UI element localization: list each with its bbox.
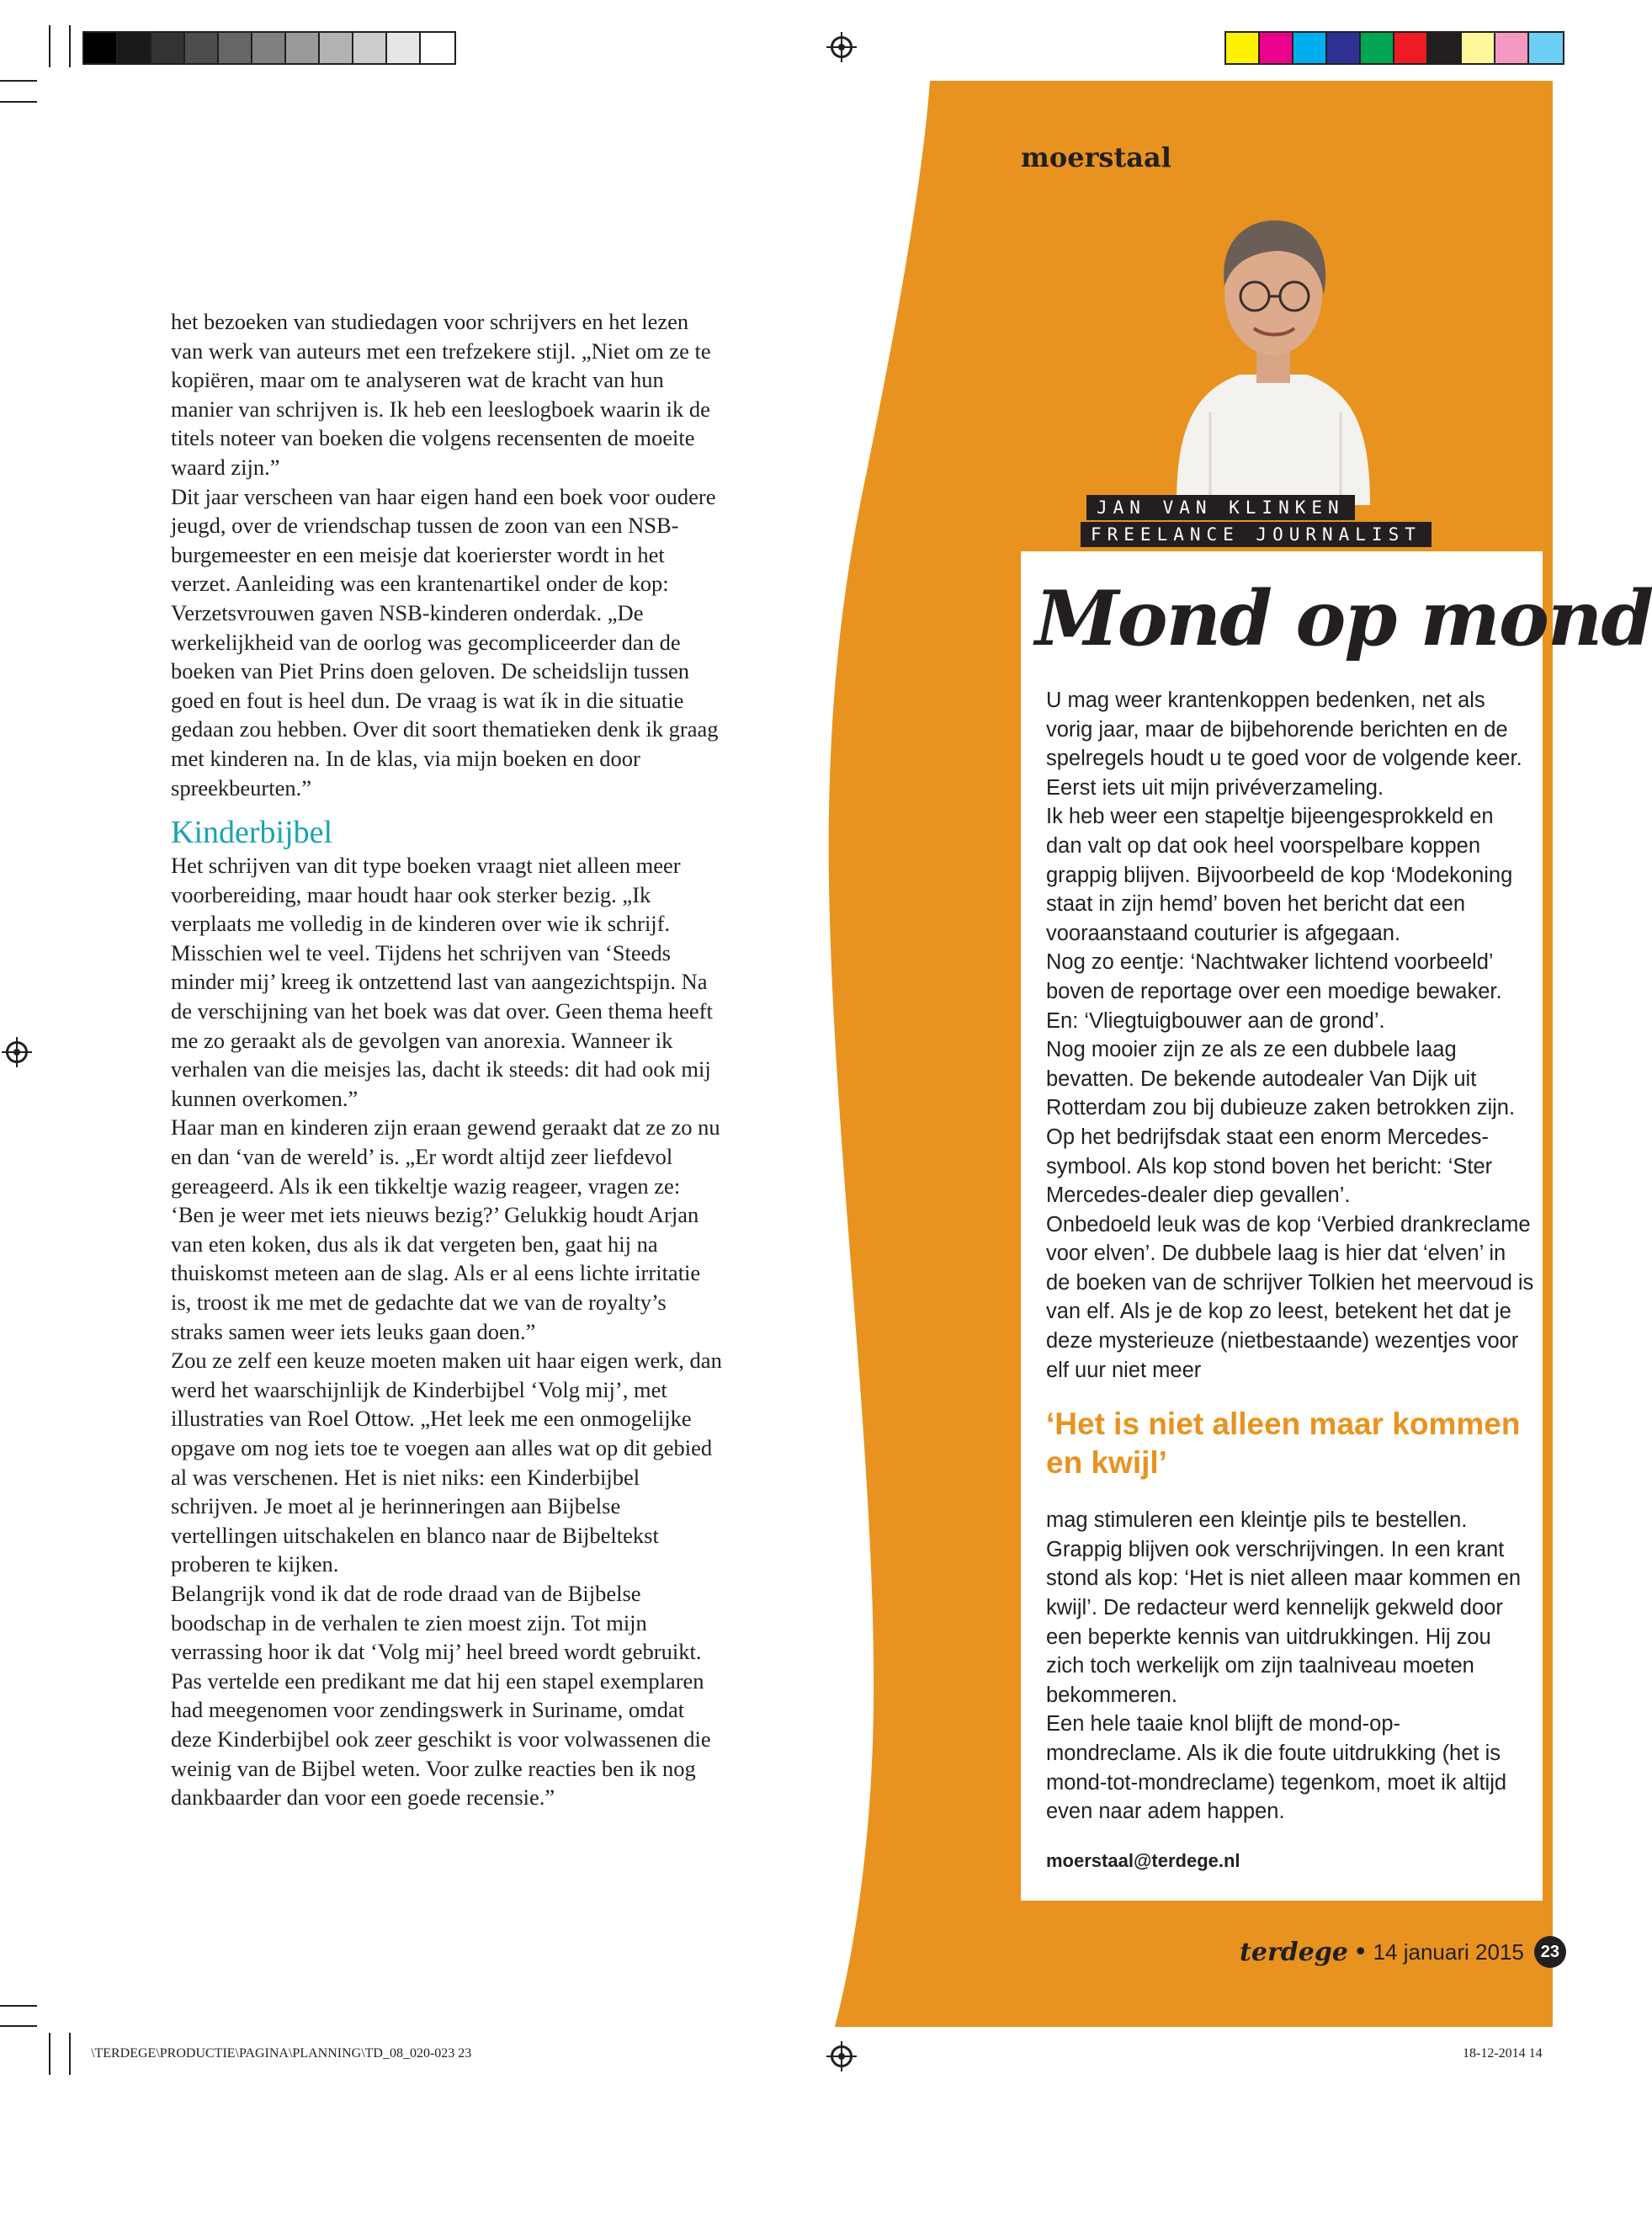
column-title: Mond op mond — [1035, 574, 1652, 663]
column-paragraph: Nog zo eentje: ‘Nachtwaker lichtend voorbeeld’ boven de reportage over een moedige bewaker. En: ‘Vliegtuigbouwer aan de grond’. — [1046, 950, 1502, 1033]
page-number: 23 — [1534, 1936, 1566, 1968]
magazine-brand: terdege — [1240, 1937, 1348, 1967]
article-paragraph: Belangrijk vond ik dat de rode draad van de Bijbelse boodschap in de verhalen te zien moest zijn. Tot mijn verrassing hoor ik dat ‘Volg mij’ heel breed wordt gebruikt. Pas vertelde een predikant me dat hij een stapel exemplaren had meegenomen voor zendingswerk in Suriname, omdat deze Kinderbijbel ook zeer geschikt is voor volwassenen die weinig van de Bijbel weten. Voor zulke reacties ben ik nog dankbaarder dan voor een goede recensie.” — [171, 1580, 711, 1811]
column-paragraphs-2 — [1046, 1506, 1534, 1827]
column-paragraphs-1 — [1046, 686, 1534, 1385]
article-subheading: Kinderbijbel — [171, 815, 333, 851]
column-paragraph: Onbedoeld leuk was de kop ‘Verbied drankreclame voor elven’. De dubbele laag is hier dat ‘elven’ in de boeken van de schrijver Tolkien het meervoud is van elf. Als je de kop zo leest, betekent het dat je deze mysterieuze (nietbestaande) wezentjes voor elf uur niet meer — [1046, 1212, 1534, 1382]
author-role: FREELANCE JOURNALIST — [1081, 522, 1432, 547]
column-paragraph: mag stimuleren een kleintje pils te bestellen. — [1046, 1508, 1468, 1533]
column-body — [1046, 686, 1534, 1875]
column-paragraph: Grappig blijven ook verschrijvingen. In een krant stond als kop: ‘Het is niet alleen maar kommen en kwijl’. De redacteur werd kennelijk gekweld door een beperkte kennis van uitdrukkingen. Hij zou zich toch werkelijk om zijn taalniveau moeten bekommeren. — [1046, 1537, 1522, 1707]
page-footer — [1240, 1936, 1566, 1968]
article-paragraph: Zou ze zelf een keuze moeten maken uit haar eigen werk, dan werd het waarschijnlijk de Kinderbijbel ‘Volg mij’, met illustraties van Roel Ottow. „Het leek me een onmogelijke opgave om nog iets toe te voegen aan alles wat op dit gebied al was verschenen. Het is niet niks: een Kinderbijbel schrijven. Je moet al je herinneringen aan Bijbelse vertellingen uitschakelen en blanco naar de Bijbeltekst proberen te kijken. — [171, 1348, 722, 1577]
author-name: JAN VAN KLINKEN — [1086, 495, 1355, 520]
column-paragraph: Een hele taaie knol blijft de mond-op-mondreclame. Als ik die foute uitdrukking (het is mond-tot-mondreclame) tegenkom, moet ik altijd even naar adem happen. — [1046, 1712, 1507, 1824]
print-slug-path: \TERDEGE\PRODUCTIE\PAGINA\PLANNING\TD_08_020-023 23 — [91, 2046, 472, 2061]
section-label: moerstaal — [1021, 141, 1171, 173]
column-paragraph: U mag weer krantenkoppen bedenken, net als vorig jaar, maar de bijbehorende berichten en de spelregels houdt u te goed voor de volgende keer. Eerst iets uit mijn privéverzameling. — [1046, 689, 1522, 800]
column-paragraph: Nog mooier zijn ze als ze een dubbele laag bevatten. De bekende autodealer Van Dijk uit Rotterdam zou bij dubieuze zaken betrokken zijn. Op het bedrijfsdak staat een enorm Mercedes-symbool. Als kop stond boven het bericht: ‘Ster Mercedes-dealer diep gevallen’. — [1046, 1038, 1516, 1208]
article-paragraph: Het schrijven van dit type boeken vraagt niet alleen meer voorbereiding, maar houdt haar ook sterker bezig. „Ik verplaats me volledig in de kinderen over wie ik schrijf. Misschien wel te veel. Tijdens het schrijven van ‘Steeds minder mij’ kreeg ik ontzettend last van aangezichtspijn. Na de verschijning van het boek was dat over. Geen thema heeft me zo geraakt als de gevolgen van anorexia. Wanneer ik verhalen van die meisjes las, dacht ik steeds: dit had ook mij kunnen overkomen.” — [171, 853, 713, 1111]
issue-date: 14 januari 2015 — [1373, 1939, 1524, 1965]
author-portrait — [1160, 202, 1387, 505]
author-email-link[interactable]: moerstaal@terdege.nl — [1046, 1849, 1240, 1871]
pull-quote: ‘Het is niet alleen maar kommen en kwijl’ — [1046, 1407, 1521, 1481]
column-paragraph: Ik heb weer een stapeltje bijeengesprokkeld en dan valt op dat ook heel voorspelbare koppen grappig blijven. Bijvoorbeeld de kop ‘Modekoning staat in zijn hemd’ boven het bericht dat een vooraanstaand couturier is afgegaan. — [1046, 805, 1513, 945]
footer-bullet: • — [1352, 1937, 1368, 1967]
article-paragraph: het bezoeken van studiedagen voor schrijvers en het lezen van werk van auteurs met een trefzekere stijl. „Niet om ze te kopiëren, maar om te analyseren wat de kracht van hun manier van schrijven is. Ik heb een leeslogboek waarin ik de titels noteer van boeken die volgens recensenten de moeite waard zijn.” — [171, 309, 711, 480]
article-paragraph: Haar man en kinderen zijn eraan gewend geraakt dat ze zo nu en dan ‘van de wereld’ is. „Er wordt altijd zeer liefdevol gereageerd. Als ik een tikkeltje wazig reageer, vragen ze: ‘Ben je weer met iets nieuws bezig?’ Gelukkig houdt Arjan van eten koken, dus als ik dat vergeten ben, gaat hij na thuiskomst meteen aan de slag. Als er al eens lichte irritatie is, troost ik me met de gedachte dat we van de royalty’s straks samen weer iets leuks gaan doen.” — [171, 1114, 720, 1344]
article-paragraph: Dit jaar verscheen van haar eigen hand een boek voor oudere jeugd, over de vriendschap tussen de zoon van een NSB-burgemeester en een meisje dat koerierster wordt in het verzet. Aanleiding was een krantenartikel onder de kop: Verzetsvrouwen gaven NSB-kinderen onderdak. „De werkelijkheid van de oorlog was gecompliceerder dan de boeken van Piet Prins doen geloven. De scheidslijn tussen goed en fout is heel dun. De vraag is wat ík in die situatie gedaan zou hebben. Over dit soort thematieken denk ik graag met kinderen na. In de klas, via mijn boeken en door spreekbeurten.” — [171, 483, 719, 800]
print-slug-date: 18-12-2014 14 — [1463, 2046, 1543, 2061]
